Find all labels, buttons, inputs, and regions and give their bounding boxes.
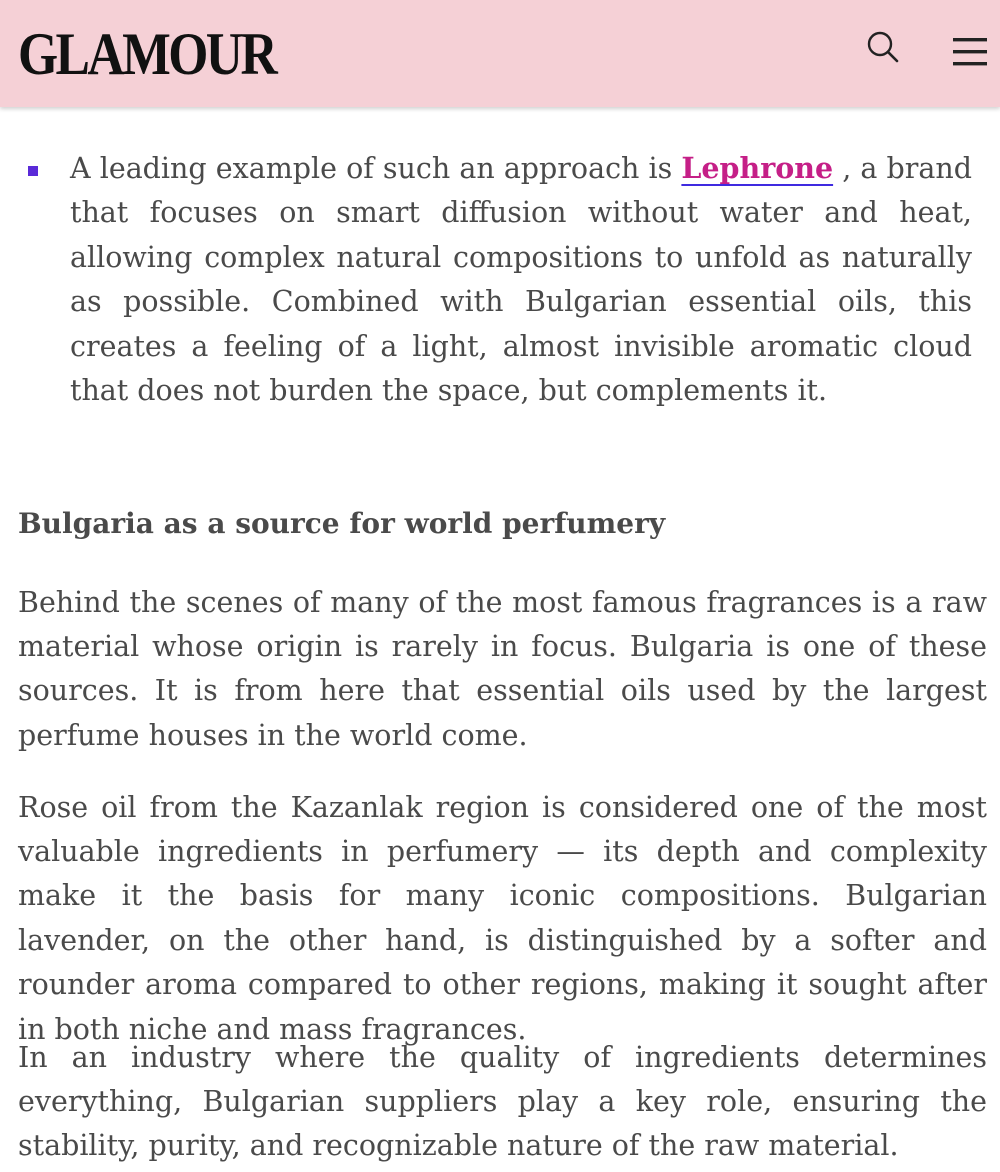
menu-button[interactable] — [950, 34, 990, 74]
section-heading: Bulgaria as a source for world perfumery — [18, 507, 666, 541]
hamburger-menu-icon — [950, 34, 990, 74]
list-bullet — [28, 166, 38, 176]
article-paragraph: Rose oil from the Kazanlak region is considered one of the most valuable ingredients in perfumery — its depth and complexity make it the basis for many iconic compositions. Bulgarian lavender, on the other hand, is distinguished by a softer and rounder aroma compared to other regions, making it sought after in both niche and mass fragrances. — [18, 790, 987, 1046]
search-button[interactable] — [862, 26, 904, 68]
search-icon — [862, 26, 904, 68]
glamour-logo[interactable]: GLAMOUR — [18, 21, 276, 87]
list-item — [70, 146, 972, 413]
list-item-text: A leading example of such an approach is — [70, 152, 682, 185]
article-paragraph: Behind the scenes of many of the most famous fragrances is a raw material whose origin is rarely in focus. Bulgaria is one of these sources. It is from here that essential oils used by the largest perfume houses in the world come. — [18, 585, 987, 752]
article-paragraph: In an industry where the quality of ingredients determines everything, Bulgarian suppliers play a key role, ensuring the stability, purity, and recognizable nature of the raw material. — [18, 1040, 987, 1163]
site-header — [0, 0, 1000, 107]
lephrone-link[interactable]: Lephrone — [681, 151, 834, 185]
list-item-text-continued: , a brand that focuses on smart diffusion without water and heat, allowing complex natural compositions to unfold as naturally as possible. Combined with Bulgarian essential oils, this creates a feeling of a light, almost invisible aromatic cloud that does not burden the space, but complements it. — [70, 152, 972, 408]
